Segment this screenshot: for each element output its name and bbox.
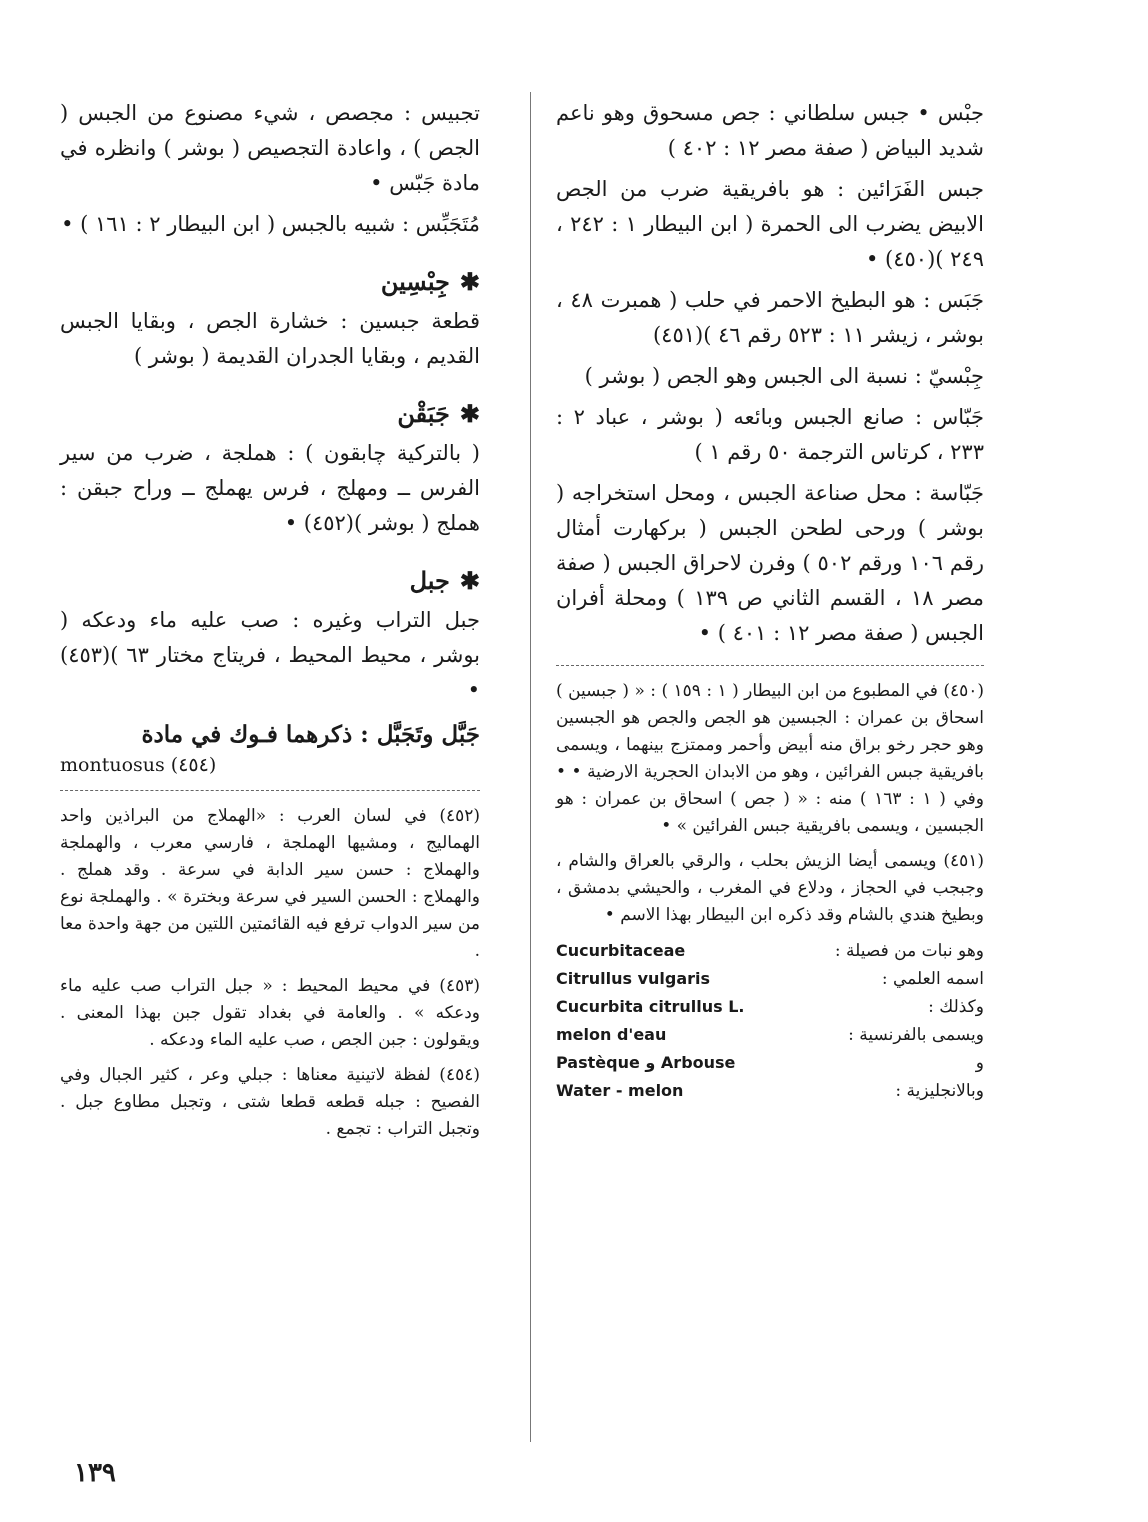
column-divider bbox=[530, 92, 531, 1442]
asterisk-icon: ✱ bbox=[459, 399, 480, 428]
botanical-row bbox=[556, 937, 984, 965]
entry-jibs: جبْس • جبس سلطاني : جص مسحوق وهو ناعم شديد البياض ( صفة مصر ١٢ : ٤٠٢ ) bbox=[556, 101, 984, 160]
headword-text: جبل bbox=[409, 566, 450, 595]
headword-jabal bbox=[60, 563, 480, 599]
botanical-row bbox=[556, 965, 984, 993]
headword-text: جَبَقْن bbox=[397, 399, 450, 428]
botanical-row-label: وبالانجليزية : bbox=[895, 1081, 984, 1101]
entry-jabaqn: ( بالتركية چابقون ) : هملجة ، ضرب من سير الفرس ــ ومهلج ، فرس يهملج ــ وراح جبقن : هملج ( بوشر )(٤٥٢) • bbox=[60, 441, 480, 535]
footnote-450: (٤٥٠) في المطبوع من ابن البيطار ( ١ : ١٥٩ ) : « ( جبسين ) اسحاق بن عمران : الجبسين هو الجص والجص هو الجبسين وهو حجر رخو براق منه أبيض وأحمر وممتزج بينهما ، ويسمى بافريقية جبس الفرائين ، وهو من الابدان الحجرية الارضية • • وفي ( ١ : ١٦٣ ) منه : « ( جص ) اسحاق بن عمران : هو الجبسين ، ويسمى بافريقية جبس الفرائين » • bbox=[556, 681, 984, 836]
botanical-row-latin: Water - melon bbox=[556, 1081, 684, 1100]
botanical-row-latin: Cucurbitaceae bbox=[556, 941, 686, 960]
botanical-row bbox=[556, 1021, 984, 1049]
botanical-row-latin: Pastèque و Arbouse bbox=[556, 1053, 736, 1072]
botanical-row-label: وكذلك : bbox=[928, 997, 984, 1017]
left-column bbox=[60, 96, 480, 1151]
latin-word: montuosus bbox=[60, 754, 165, 776]
footnote-452: (٤٥٢) في لسان العرب : «الهملاج من البراذين واحد الهماليج ، ومشيها الهملجة ، فارسي معرب ، والهملجة والهملاج : حسن سير الدابة في سرعة . وقد هملج . والهملاج : الحسن السير في سرعة وبخترة » . والهملجة نوع من سير الدواب ترفع فيه القائمتين اللتين من جهة واحدة معا . bbox=[60, 806, 480, 961]
entry-jibsi: جِبْسيّ : نسبة الى الجبس وهو الجص ( بوشر ) bbox=[584, 364, 984, 388]
entry-jabal: جبل التراب وغيره : صب عليه ماء ودعكه ( بوشر ، محيط المحيط ، فريتاج مختار ٦٣ )(٤٥٣) • bbox=[60, 608, 481, 702]
botanical-row-latin: melon d'eau bbox=[556, 1025, 667, 1044]
entry-jabbal-heading: جَبَّل وتَجَبَّل : ذكرهما فـوك في مادة bbox=[141, 721, 480, 748]
asterisk-icon: ✱ bbox=[459, 267, 480, 296]
botanical-row-label: ويسمى بالفرنسية : bbox=[848, 1025, 984, 1045]
latin-term bbox=[60, 754, 480, 776]
entry-jabbasa: جَبّاسة : محل صناعة الجبس ، ومحل استخراجه ( بوشر ) ورحى لطحن الجبس ( بركهارت أمثال رقم ١٠٦ ورقم ٥٠٢ ) وفرن لاحراق الجبس ( صفة مصر ١٨ ، القسم الثاني ص ١٣٩ ) ومحلة أفران الجبس ( صفة مصر ١٢ : ٤٠١ ) • bbox=[556, 481, 984, 645]
footnote-454: (٤٥٤) لفظة لاتينية معناها : جبلي وعر ، كثير الجبال وفي الفصيح : جبله قطعه قطعا شتى ، وتجبل مطاوع جبل . وتجبل التراب : تجمع . bbox=[60, 1065, 480, 1139]
asterisk-icon: ✱ bbox=[459, 566, 480, 595]
footnote-453: (٤٥٣) في محيط المحيط : « جبل التراب صب عليه ماء ودعكه » . والعامة في بغداد تقول جبن بهذا المعنى . ويقولون : جبن الجص ، صب عليه الماء ودعكه . bbox=[60, 976, 480, 1050]
footnote-451: (٤٥١) ويسمى أيضا الزيش بحلب ، والرقي بالعراق والشام ، وجبجب في الحجاز ، ودلاع في المغرب ، والحيشي بدمشق ، وبطيخ هندي بالشام وقد ذكره ابن البيطار بهذا الاسم • bbox=[556, 851, 984, 925]
entry-jibsin: قطعة جبسين : خشارة الجص ، وبقايا الجبس القديم ، وبقايا الجدران القديمة ( بوشر ) bbox=[60, 309, 480, 368]
botanical-row bbox=[556, 1049, 984, 1077]
botanical-row bbox=[556, 993, 984, 1021]
entry-jabbas: جَبّاس : صانع الجبس وبائعه ( بوشر ، عباد ٢ : ٢٣٣ ، كرتاس الترجمة ٥٠ رقم ١ ) bbox=[556, 405, 984, 464]
headword-text: جِبْسِين bbox=[380, 267, 450, 296]
latin-footnote-ref: (٤٥٤) bbox=[170, 754, 217, 776]
entry-tajbis: تجبيس : مجصص ، شيء مصنوع من الجبس ( الجص ) ، واعادة التجصيص ( بوشر ) وانظره في مادة جَبّس • bbox=[60, 101, 480, 195]
botanical-row-label: و bbox=[975, 1053, 984, 1073]
headword-jibsin bbox=[60, 264, 480, 300]
right-column bbox=[556, 96, 984, 1105]
entry-jabas: جَبَس : هو البطيخ الاحمر في حلب ( همبرت ٤٨ ، بوشر ، زيشر ١١ : ٥٢٣ رقم ٤٦ )(٤٥١) bbox=[556, 288, 985, 347]
botanical-row bbox=[556, 1077, 984, 1105]
headword-jabaqn bbox=[60, 396, 480, 432]
botanical-row-label: وهو نبات من فصيلة : bbox=[834, 941, 984, 961]
botanical-row-latin: Cucurbita citrullus L. bbox=[556, 997, 745, 1016]
botanical-names-table bbox=[556, 937, 984, 1105]
entry-mutajabbis: مُتَجَبِّس : شبيه بالجبس ( ابن البيطار ٢ : ١٦١ ) • bbox=[61, 212, 480, 236]
page-number: ١٣٩ bbox=[74, 1458, 116, 1488]
footnote-rule bbox=[556, 665, 984, 666]
entry-jibs-faraain: جبس الفَرَائين : هو بافريقية ضرب من الجص الابيض يضرب الى الحمرة ( ابن البيطار ١ : ٢٤٢ ، ٢٤٩ )(٤٥٠) • bbox=[556, 177, 984, 271]
botanical-row-label: اسمه العلمي : bbox=[881, 969, 984, 989]
footnote-rule bbox=[60, 790, 480, 791]
botanical-row-latin: Citrullus vulgaris bbox=[556, 969, 711, 988]
